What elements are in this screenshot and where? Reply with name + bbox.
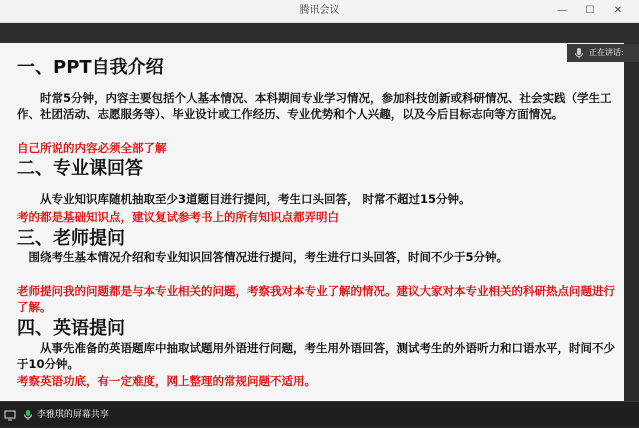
window-titlebar bbox=[0, 0, 639, 23]
slide-paragraph-2: 从专业知识库随机抽取至少3道题目进行提问，考生口头回答， 时常不超过15分钟。 bbox=[17, 192, 471, 206]
speaking-label: 正在讲话: bbox=[589, 48, 624, 57]
top-toolbar-area bbox=[0, 23, 639, 43]
microphone-icon bbox=[573, 47, 585, 59]
bottom-bar bbox=[0, 401, 639, 427]
minimize-button[interactable]: — bbox=[557, 5, 567, 16]
maximize-button[interactable]: ☐ bbox=[585, 5, 595, 16]
screen-share-icon bbox=[4, 409, 16, 421]
slide-heading-2: 二、专业课回答 bbox=[17, 158, 143, 179]
speaking-indicator bbox=[567, 44, 639, 62]
slide-heading-3: 三、老师提问 bbox=[17, 228, 125, 249]
microphone-icon[interactable] bbox=[22, 409, 34, 421]
screen-share-label: 李雅琪的屏幕共享 bbox=[36, 410, 109, 420]
shared-slide bbox=[0, 43, 624, 401]
slide-note-1: 自己所说的内容必须全部了解 bbox=[17, 141, 167, 155]
slide-paragraph-1: 时常5分钟，内容主要包括个人基本情况、本科期间专业学习情况，参加科技创新或科研情况、社会实践（学生工作、社团活动、志愿服务等）、毕业设计或工作经历、专业优势和个人兴趣，以及今后目标志向等方面情况。 bbox=[17, 91, 612, 121]
slide-paragraph-4: 从事先准备的英语题库中抽取试题用外语进行问题，考生用外语回答，测试考生的外语听力和口语水平，时间不少于10分钟。 bbox=[17, 341, 615, 371]
slide-heading-4: 四、英语提问 bbox=[17, 318, 125, 339]
screen-share-status[interactable] bbox=[0, 406, 109, 424]
slide-note-4: 考察英语功底，有一定难度，网上整理的常规问题不适用。 bbox=[17, 374, 316, 388]
close-button[interactable]: ✕ bbox=[613, 5, 623, 16]
slide-paragraph-3: 围绕考生基本情况介绍和专业知识回答情况进行提问，考生进行口头回答，时间不少于5分钟。 bbox=[17, 250, 508, 264]
window-title: 腾讯会议 bbox=[299, 5, 340, 16]
slide-note-2: 考的都是基础知识点，建议复试参考书上的所有知识点都弄明白 bbox=[17, 210, 339, 224]
slide-note-3: 老师提问我的问题都是与本专业相关的问题，考察我对本专业了解的情况。建议大家对本专业相关的科研热点问题进行了解。 bbox=[17, 284, 615, 314]
slide-heading-1: 一、PPT自我介绍 bbox=[17, 57, 164, 78]
